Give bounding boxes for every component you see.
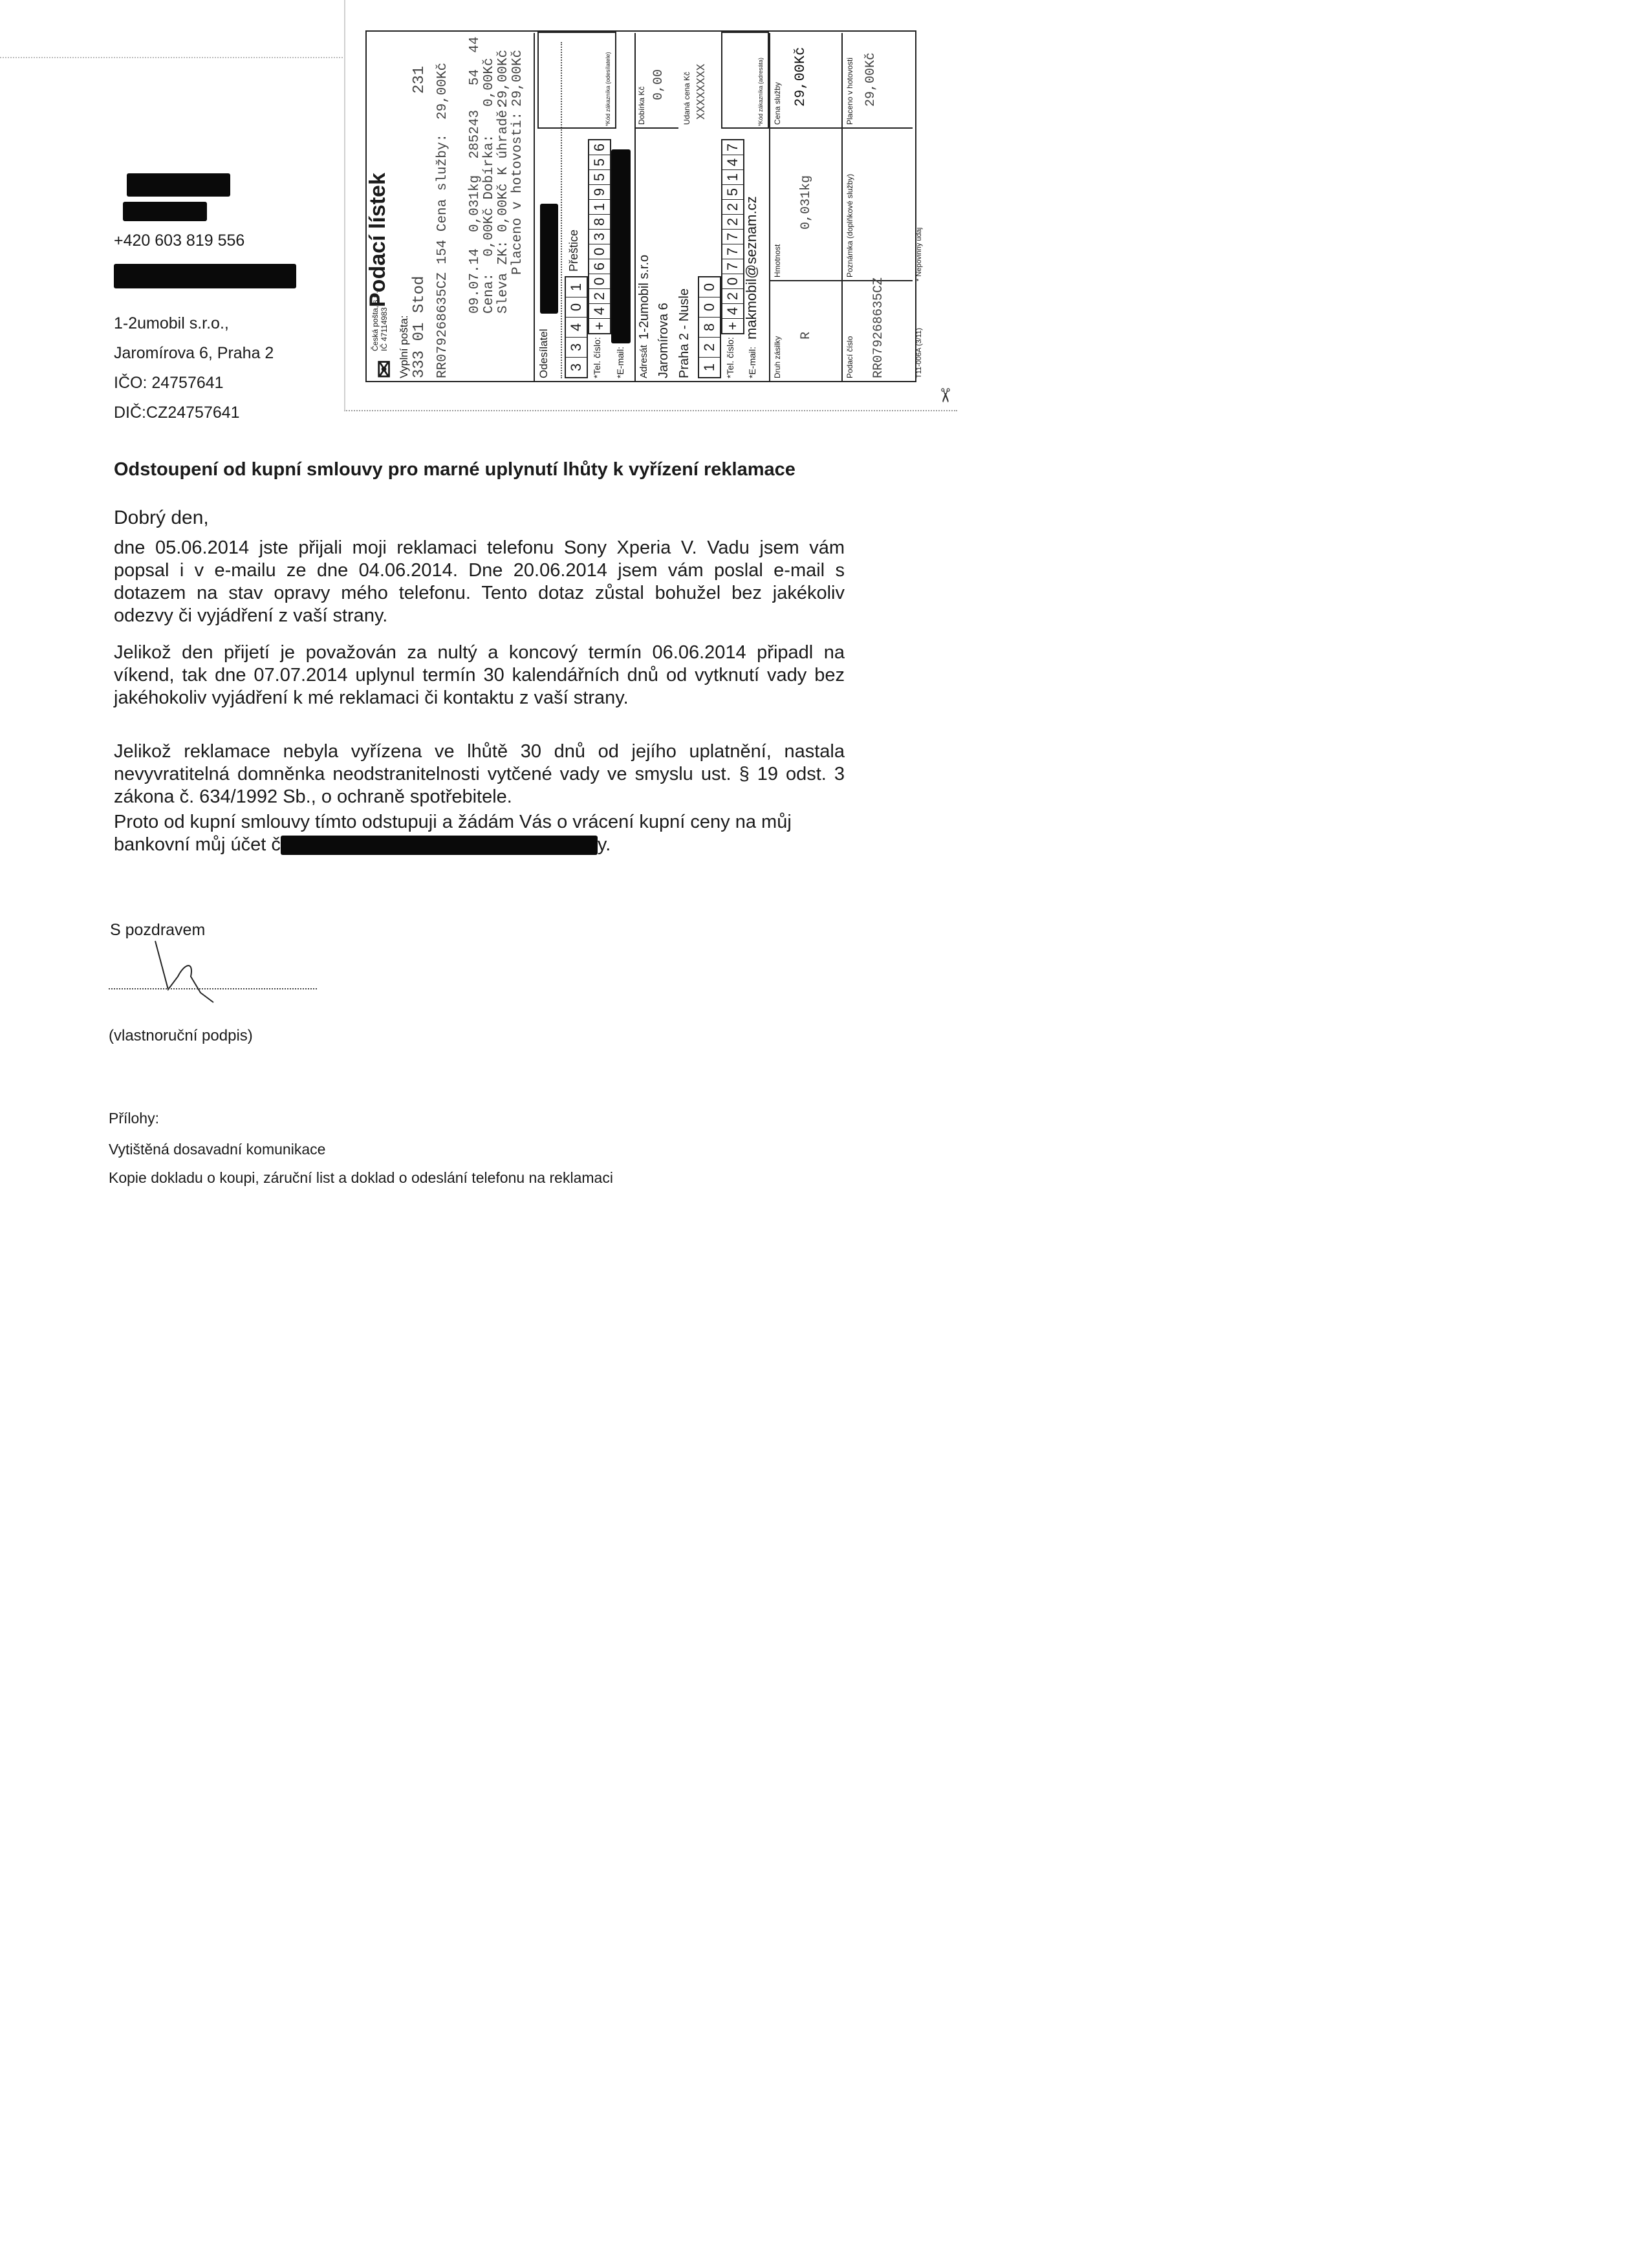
dobirka-label: Dobírka Kč [637, 86, 646, 125]
placeno-value: 29,00Kč [510, 49, 525, 107]
tel-digit: 9 [589, 184, 610, 199]
druh-value: R [799, 331, 814, 340]
kod-adresat-label: *Kód zákazníka (adresáta) [757, 57, 764, 126]
greeting: Dobrý den, [114, 507, 209, 528]
priloha-2: Kopie dokladu o koupi, záruční list a doklad o odeslání telefonu na reklamaci [109, 1169, 613, 1186]
psc-digit: 3 [566, 337, 587, 357]
tracking-line: RR079268635CZ 154 Cena služby: [435, 133, 450, 378]
signature-note: (vlastnoruční podpis) [109, 1027, 253, 1044]
uhrade-value: 29,00Kč [496, 49, 511, 107]
adresat-city: Praha 2 - Nusle [677, 288, 691, 378]
signature [142, 931, 259, 1009]
podaci-cislo-label: Podací číslo [845, 336, 854, 378]
psc-digit: 1 [699, 357, 720, 377]
price-service: 29,00Kč [435, 62, 450, 120]
udana-label: Udaná cena Kč [682, 71, 691, 125]
adresat-tel-boxes [721, 139, 744, 334]
placeno-hotove-label: Placeno v hotovosti [845, 57, 854, 125]
recipient-dic: DIČ:CZ24757641 [114, 404, 240, 422]
psc-digit: 0 [701, 283, 717, 292]
placeno-hotove-value: 29,00Kč [863, 52, 878, 107]
recipient-ico: IČO: 24757641 [114, 374, 224, 392]
tel-digit: + [722, 318, 743, 333]
redacted-email [114, 264, 296, 288]
tel-digit: 2 [589, 288, 610, 303]
adresat-label: Adresát [638, 345, 649, 378]
tel-digit: 7 [722, 229, 743, 244]
grid-line [769, 127, 913, 129]
tel-digit: 8 [589, 214, 610, 229]
psc-digit: 1 [568, 283, 584, 292]
tel-digit: 4 [722, 303, 743, 318]
tel-digit: 6 [589, 259, 610, 274]
issuer-line1: Česká pošta, s.p. [371, 291, 380, 351]
tel-digit: 3 [589, 229, 610, 244]
psc-digit: 2 [699, 337, 720, 357]
paragraph-3: Jelikož reklamace nebyla vyřízena ve lhůtě 30 dnů od jejího uplatnění, nastala nevyvratitelná domněnka neodstranitelnosti vytčené vady ve smyslu ust. § 19 odst. 3 zákona č. 634/1992 Sb., o ochraně spotřebitele. [114, 741, 845, 807]
tel-digit: 0 [589, 244, 610, 259]
email-label: *E-mail: [747, 346, 757, 378]
letter-title: Odstoupení od kupní smlouvy pro marné uplynutí lhůty k vyřízení reklamace [114, 459, 796, 480]
hmotnost-label: Hmotnost [773, 244, 782, 277]
post-office-code: 231 [411, 65, 428, 94]
psc-digit: 3 [566, 357, 587, 377]
sender-phone: +420 603 819 556 [114, 232, 245, 250]
paragraph-4-end: y. [597, 834, 611, 855]
redacted-street [123, 202, 207, 221]
paragraph-1: dne 05.06.2014 jste přijali moji reklamaci telefonu Sony Xperia V. Vadu jsem vám popsal i v e-mailu ze dne 04.06.2014. Dne 20.06.2014 jsem vám poslal e-mail s dotazem na stav opravy mého telefonu. Tento dotaz zůstal bohužel bez jakékoliv odezvy či vyjádření z vaší strany. [114, 537, 845, 626]
sleva-line: Sleva ZK: 0,00Kč K úhradě: [496, 102, 511, 314]
email-label: *E-mail: [615, 346, 625, 378]
postal-receipt [346, 23, 928, 411]
cena-line: Cena: 0,00Kč Dobírka: [482, 134, 497, 314]
tel-digit: 5 [722, 184, 743, 199]
hmotnost-value: 0,031kg [799, 175, 814, 230]
cena-value: 0,00Kč [482, 58, 497, 107]
tel-digit: 4 [722, 155, 743, 169]
grid-line [841, 33, 843, 382]
scissors-icon: ✂ [934, 387, 956, 404]
priloha-1: Vytištěná dosavadní komunikace [109, 1141, 326, 1158]
tel-digit: 6 [591, 143, 607, 152]
psc-digit: 0 [566, 297, 587, 317]
poznamka-label: Poznámka (doplňkové služby) [845, 173, 854, 277]
placeno-line: Placeno v hotovosti: [510, 111, 525, 275]
tel-digit: 1 [722, 169, 743, 184]
redacted-account [281, 836, 598, 855]
posta-logo-icon: ✉ [373, 360, 397, 378]
section-divider [769, 33, 770, 382]
redacted-name [127, 173, 230, 197]
tel-digit: + [589, 318, 610, 333]
section-divider [534, 33, 535, 382]
tel-digit: 2 [722, 199, 743, 214]
odesilatel-label: Odesílatel [537, 329, 550, 378]
paragraph-4 [114, 811, 845, 856]
sender-tel-boxes [588, 139, 611, 334]
sender-city: Přeštice [567, 229, 580, 272]
tel-digit: 4 [589, 303, 610, 318]
vyplni-posta-label: Vyplní pošta: [398, 315, 410, 378]
tel-digit: 0 [722, 274, 743, 288]
issuer-line2: IČ 47114983 [380, 307, 389, 351]
paragraph-4-line1: Proto od kupní smlouvy tímto odstupuji a žádám Vás o vrácení kupní ceny na můj [114, 812, 792, 832]
redacted-sender-receipt [540, 204, 558, 314]
tel-digit: 7 [724, 143, 741, 152]
cut-line [0, 57, 343, 58]
podaci-cislo-value: RR079268635CZ [871, 277, 886, 378]
tel-label: *Tel. číslo: [725, 337, 735, 378]
druh-label: Druh zásilky [773, 336, 782, 378]
kod-odesilatel-label: *Kód zákazníka (odesílatele) [605, 52, 611, 126]
adresat-street: Jaromírova 6 [656, 303, 671, 378]
nepovinny-note: * Nepovinný údaj [915, 227, 923, 281]
date-line: 09.07.14 0,031kg 285243 54 44 [468, 36, 482, 314]
closing: S pozdravem [110, 921, 206, 939]
recipient-name: 1-2umobil s.r.o., [114, 314, 229, 332]
adresat-name: 1-2umobil s.r.o [637, 254, 651, 340]
tel-label: *Tel. číslo: [592, 337, 602, 378]
grid-line [769, 280, 913, 281]
psc-digit: 4 [566, 317, 587, 337]
tel-digit: 5 [589, 155, 610, 169]
tel-digit: 0 [589, 274, 610, 288]
tel-digit: 7 [722, 244, 743, 259]
recipient-address: Jaromírova 6, Praha 2 [114, 344, 274, 362]
tel-digit: 5 [589, 169, 610, 184]
psc-digit: 0 [699, 297, 720, 317]
adresat-email: makmobil@seznam.cz [743, 196, 759, 340]
redacted-sender-email [611, 149, 631, 343]
prilohy-label: Přílohy: [109, 1110, 159, 1127]
adresat-psc-boxes [698, 276, 721, 378]
psc-digit: 8 [699, 317, 720, 337]
post-office: 333 01 Stod [411, 275, 428, 378]
udana-value: XXXXXXXX [695, 63, 708, 120]
dobirka-value: 0,00 [651, 69, 666, 100]
cena-sluzby-label: Cena služby [773, 81, 782, 125]
paragraph-2: Jelikož den přijetí je považován za nultý a koncový termín 06.06.2014 připadl na víkend, tak dne 07.07.2014 uplynul termín 30 kalendářních dnů od vytknutí vady bez jakéhokoliv vyjádření k mé reklamaci či kontaktu z vaší strany. [114, 642, 845, 708]
signature-line [109, 988, 317, 989]
tel-digit: 2 [722, 214, 743, 229]
tel-digit: 7 [722, 259, 743, 274]
tel-digit: 2 [722, 288, 743, 303]
sender-psc-boxes [565, 276, 588, 378]
receipt-title: Podací lístek [365, 173, 390, 307]
form-code: T11-006A (3/11) [915, 328, 923, 378]
tel-digit: 1 [589, 199, 610, 214]
paragraph-4-line2: bankovní můj účet č [114, 834, 281, 855]
cena-sluzby-value: 29,00Kč [792, 47, 808, 107]
